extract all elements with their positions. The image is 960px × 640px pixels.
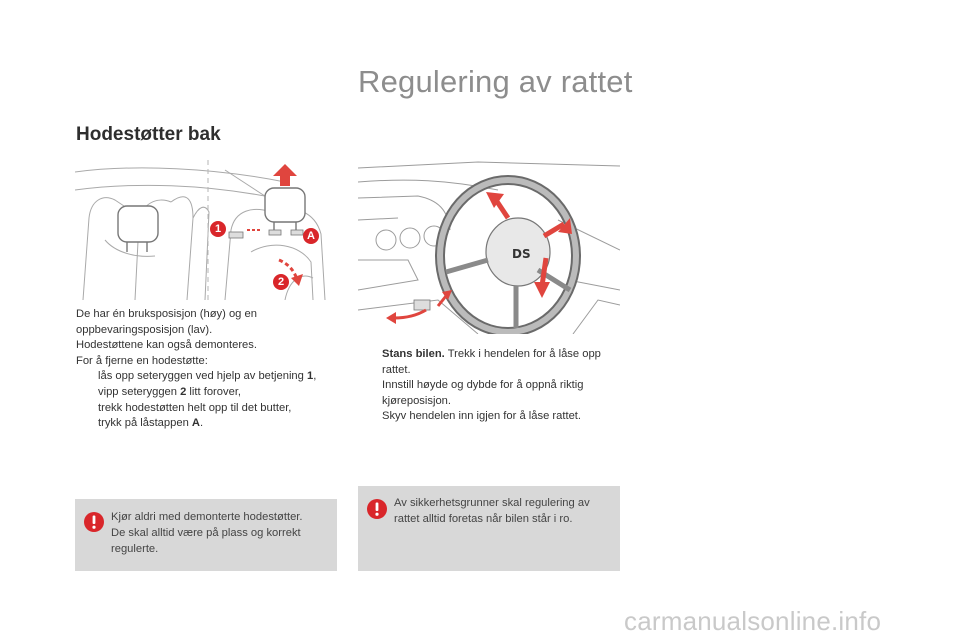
list-item-text: trykk på låstappen <box>98 417 192 430</box>
label-1-text: 1 <box>214 223 222 235</box>
page-title: Regulering av rattet <box>358 64 633 99</box>
label-badge-a <box>303 228 319 244</box>
warning-line: Kjør aldri med demonterte hodestøtter. <box>111 511 303 523</box>
list-item <box>360 347 622 378</box>
control-ref: 2 <box>180 385 187 398</box>
warning-box-steering <box>358 486 620 571</box>
svg-text:DS: DS <box>512 247 531 261</box>
warning-line: regulerte. <box>111 542 159 555</box>
list-item-emphasis: Stans bilen. <box>382 348 445 360</box>
list-item-text: vipp seteryggen <box>98 385 181 398</box>
control-ref: 1 <box>306 370 314 383</box>
list-item-text: , <box>313 370 317 383</box>
warning-icon <box>366 498 388 520</box>
label-2-text: 2 <box>277 276 285 288</box>
watermark: carmanualsonline.info <box>624 606 882 636</box>
list-item-text: Innstill høyde og dybde for å oppnå riktig kjøreposisjon. <box>382 379 584 407</box>
warning-icon <box>83 511 105 533</box>
intro-line: Hodestøttene kan også demonteres. <box>76 339 257 352</box>
section-title: Hodestøtter bak <box>76 124 221 145</box>
label-badge-2 <box>273 274 289 290</box>
warning-text <box>111 510 303 557</box>
headrest-illustration <box>75 160 337 300</box>
steering-wheel-illustration <box>358 160 620 334</box>
intro-line: De har én bruksposisjon (høy) og en <box>76 308 257 320</box>
list-item <box>76 385 346 401</box>
steering-instructions <box>360 347 622 425</box>
list-item-text: . <box>200 417 204 430</box>
list-item <box>76 401 346 417</box>
list-item-text: litt forover, <box>186 385 242 398</box>
list-item <box>76 369 346 385</box>
warning-text <box>394 496 590 528</box>
warning-line: De skal alltid være på plass og korrekt <box>111 526 301 539</box>
list-item-text: trekk hodestøtten helt opp til det butter, <box>98 401 292 414</box>
list-item-text: Trekk i hendelen for å låse opp rattet. <box>382 348 601 376</box>
list-item-text: Skyv hendelen inn igjen for å låse rattet. <box>382 410 582 423</box>
warning-line: Av sikkerhetsgrunner skal regulering av <box>394 497 590 509</box>
warning-box-headrest <box>75 499 337 571</box>
warning-line: rattet alltid foretas når bilen står i ro. <box>394 512 573 525</box>
label-a-text: A <box>307 230 315 242</box>
intro-line: For å fjerne en hodestøtte: <box>76 354 208 367</box>
list-item <box>76 416 346 432</box>
headrest-instructions <box>76 307 346 432</box>
intro-line: oppbevaringsposisjon (lav). <box>76 323 213 336</box>
list-item <box>360 409 622 425</box>
list-item <box>360 378 622 409</box>
control-ref: A <box>191 417 200 430</box>
label-badge-1 <box>210 221 226 237</box>
list-item-text: lås opp seteryggen ved hjelp av betjening <box>98 370 307 383</box>
